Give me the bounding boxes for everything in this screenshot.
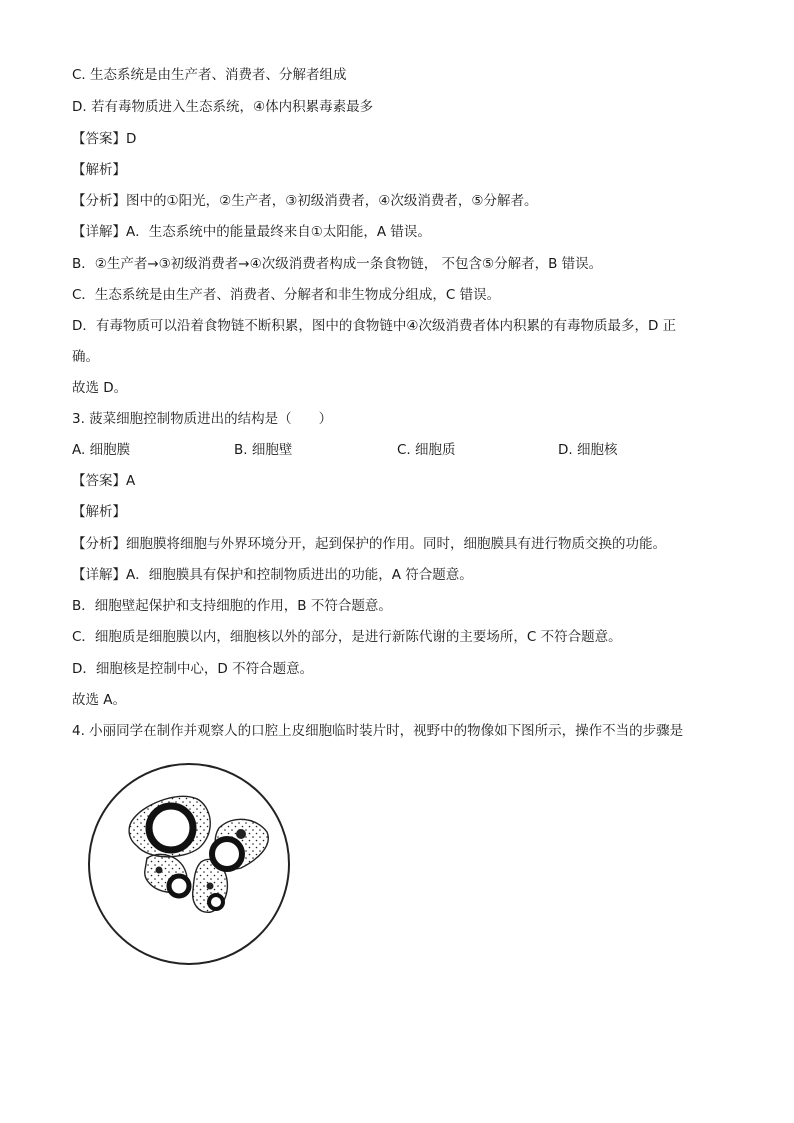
detail-a: 【详解】A．生态系统中的能量最终来自①太阳能，A 错误。 [72,224,431,240]
detail-a: 【详解】A．细胞膜具有保护和控制物质进出的功能，A 符合题意。 [72,567,473,583]
conclusion: 故选 A。 [72,692,127,708]
microscope-field-figure [87,762,291,966]
field-of-view-circle [89,764,289,964]
detail-d: D．细胞核是控制中心，D 不符合题意。 [72,661,314,677]
question-4: 4. 小丽同学在制作并观察人的口腔上皮细胞临时装片时，视野中的物像如下图所示，操作不当的步骤是 [72,723,684,739]
air-bubble-large [149,806,193,850]
air-bubble-medium [212,839,242,869]
detail-b: B．细胞壁起保护和支持细胞的作用，B 不符合题意。 [72,598,392,614]
detail-d-continued: 确。 [72,349,99,365]
option-c: C. 细胞质 [397,442,456,458]
option-d: D. 细胞核 [558,442,618,458]
detail-c: C．生态系统是由生产者、消费者、分解者和非生物成分组成，C 错误。 [72,287,501,303]
analysis-heading: 【解析】 [72,504,126,520]
option-c-line: C. 生态系统是由生产者、消费者、分解者组成 [72,67,347,83]
question-3: 3. 菠菜细胞控制物质进出的结构是（ ） [72,411,333,427]
detail-d: D．有毒物质可以沿着食物链不断积累，图中的食物链中④次级消费者体内积累的有毒物质最多，D 正 [72,318,677,334]
conclusion: 故选 D。 [72,380,128,396]
microscope-field-drawing [87,762,291,966]
detail-b: B．②生产者→③初级消费者→④次级消费者构成一条食物链， 不包含⑤分解者，B 错误。 [72,256,603,272]
detail-c: C．细胞质是细胞膜以内，细胞核以外的部分，是进行新陈代谢的主要场所，C 不符合题意。 [72,629,622,645]
air-bubble-small [209,895,223,909]
nucleus [156,867,163,874]
air-bubble-small [169,876,189,896]
option-a: A. 细胞膜 [72,442,131,458]
answer-label: 【答案】D [72,131,137,147]
analysis-heading: 【解析】 [72,162,126,178]
analysis-text: 【分析】图中的①阳光，②生产者，③初级消费者，④次级消费者，⑤分解者。 [72,193,538,209]
analysis-text: 【分析】细胞膜将细胞与外界环境分开，起到保护的作用。同时，细胞膜具有进行物质交换的功能。 [72,536,666,552]
answer-label: 【答案】A [72,473,136,489]
nucleus [207,883,214,890]
option-b: B. 细胞壁 [234,442,293,458]
option-d-line: D. 若有毒物质进入生态系统，④体内积累毒素最多 [72,99,374,115]
nucleus [236,829,246,839]
question-3-options [72,441,732,461]
